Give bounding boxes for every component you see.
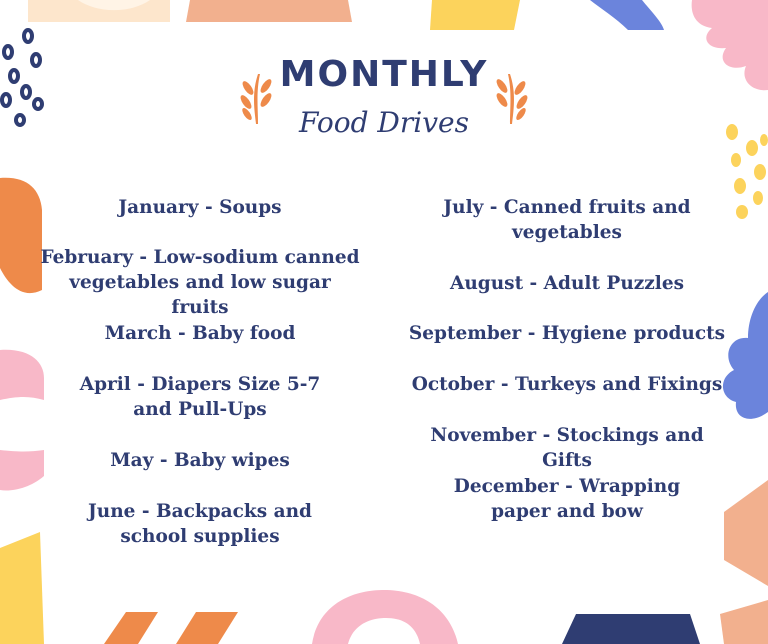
drive-november: November - Stockings and Gifts [430,425,704,471]
peach-bottom-shape [720,600,768,644]
yellow-block-shape [430,0,520,30]
drive-december: December - Wrapping paper and bow [453,476,681,522]
drive-may: May - Baby wipes [110,450,290,471]
blue-curve-shape [590,0,664,30]
navy-bottom-shape [562,614,700,644]
drive-february: February - Low-sodium canned vegetables and low sugar fruits [40,247,360,318]
page-subtitle: Food Drives [299,106,469,139]
drive-september: September - Hygiene products [408,323,726,344]
yellow-wedge-shape [0,532,44,644]
drive-march: March - Baby food [104,323,296,344]
pink-ring-shape [0,350,44,491]
peach-block-shape [186,0,352,22]
page-title: MONTHLY [279,54,489,95]
orange-bottom-shape [104,612,158,644]
drive-january: January - Soups [118,197,282,218]
orange-blob-shape [0,178,42,293]
drive-october: October - Turkeys and Fixings [411,374,723,395]
drive-april: April - Diapers Size 5-7 and Pull-Ups [79,374,321,420]
drive-august: August - Adult Puzzles [449,273,685,294]
peach-shard-shape [724,480,768,586]
pink-bottom-arc-shape [312,590,458,644]
drive-july: July - Canned fruits and vegetables [443,197,691,243]
orange-bottom-shape-2 [176,612,238,644]
blue-blob-shape [723,292,768,419]
drive-june: June - Backpacks and school supplies [88,501,312,547]
